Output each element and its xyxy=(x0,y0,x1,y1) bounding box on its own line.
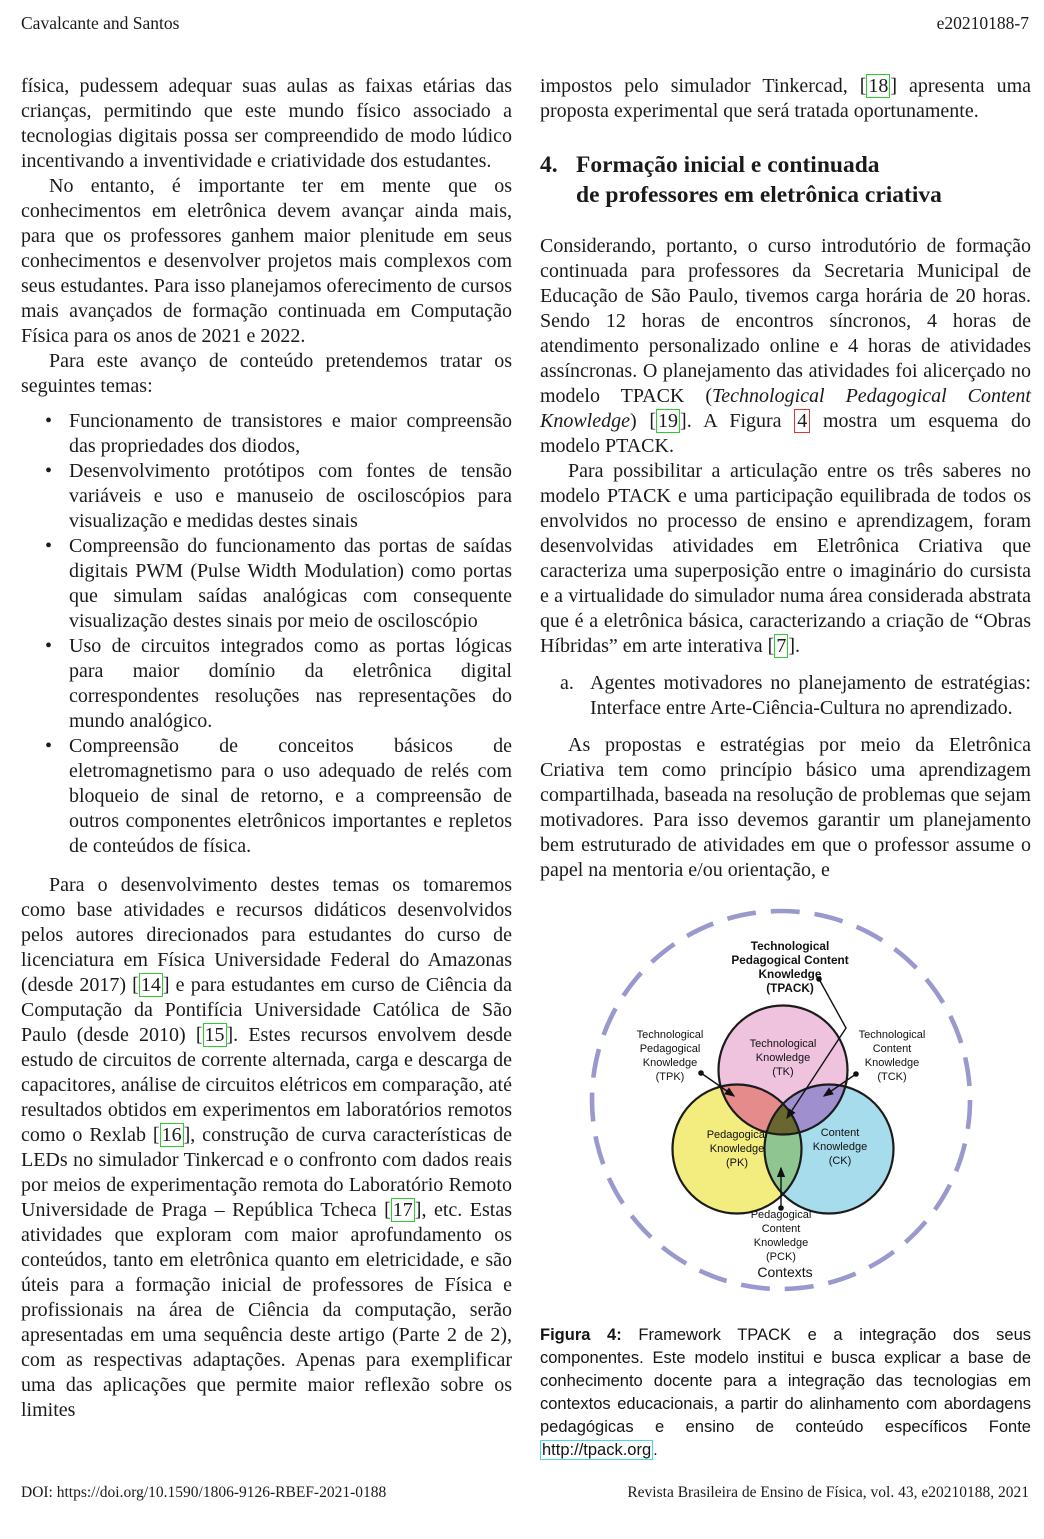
list-item-text: Agentes motivadores no planejamento de estratégias: Interface entre Arte-Ciência-Cultura no aprendizado. xyxy=(590,672,1031,719)
tpack-label-line: Knowledge xyxy=(758,967,822,981)
ck-label-line: Content xyxy=(820,1127,860,1139)
lettered-list-item xyxy=(540,671,1031,721)
tck-label-line: Knowledge xyxy=(864,1057,920,1069)
tpk-label-line: Knowledge xyxy=(642,1057,698,1069)
running-head-authors: Cavalcante and Santos xyxy=(21,13,180,33)
text-run: ], etc. Estas atividades que exploram com maior aprofundamento os conteúdos, tanto em eletrônica quanto em eletricidade, e são úteis para a formação inicial de professores de Física e profissionais na área de Ciência da computação, serão apresentadas em uma sequência deste artigo (Parte 2 de 2), com as respectivas adaptações. Apenas para exemplificar uma das aplicações que permite maior reflexão sobre os limites xyxy=(21,1199,512,1421)
pck-label-line: Knowledge xyxy=(753,1237,809,1249)
pk-label-line: Pedagogical xyxy=(706,1129,768,1141)
text-run: Considerando, portanto, o curso introdutório de formação continuada para professores da Secretaria Municipal de Educação de São Paulo, tivemos carga horária de 20 horas. Sendo 12 horas de encontros síncronos, 4 horas de atendimento personalizado online e 4 horas de atividades assíncronas. O planejamento das atividades foi alicerçado no modelo TPACK ( xyxy=(540,235,1031,407)
ck-label-line: Knowledge xyxy=(812,1141,868,1153)
section-number: 4. xyxy=(540,152,558,178)
footer-doi: DOI: https://doi.org/10.1590/1806-9126-RBEF-2021-0188 xyxy=(21,1484,387,1501)
pk-label-line: (PK) xyxy=(726,1157,748,1169)
tck-label-line: (TCK) xyxy=(877,1071,907,1083)
tpk-label-line: Pedagogical xyxy=(639,1043,701,1055)
text-run: ]. Estes recursos envolvem desde estudo de circuitos de corrente alternada, carga e descarga de capacitores, análise de circuitos elétricos em comparação, até resultados obtidos em experimentos em laboratórios remotos como o Rexlab [ xyxy=(21,1024,513,1146)
pk-label-line: Knowledge xyxy=(709,1143,765,1155)
tpk-label-line: Technological xyxy=(636,1029,704,1041)
tpack-label-line: Technological xyxy=(750,939,830,953)
text-run: ] e para estudantes em curso de Ciência da Computação da Pontifícia Universidade Católica de São Paulo (desde 2010) [ xyxy=(21,974,512,1046)
paragraph xyxy=(540,74,1031,124)
bold-text: Figura 4: xyxy=(540,1326,639,1344)
tck-label-line: Content xyxy=(872,1043,912,1055)
tk-label-line: Technological xyxy=(749,1038,817,1050)
text-run: ) [ xyxy=(630,410,657,432)
text-run: Para possibilitar a articulação entre os três saberes no modelo PTACK e uma participação equilibrada de todos os envolvidos no processo de ensino e aprendizagem, foram desenvolvidas atividades em Eletrônica Criativa que caracteriza uma superposição entre o imaginário do cursista e a virtualidade do simulador numa área considerada abstrata que é a eletrônica básica, caracterizando a criação de “Obras Híbridas” em arte interativa [ xyxy=(540,460,1031,657)
running-head-page-id: e20210188-7 xyxy=(936,13,1029,33)
ck-label-line: (CK) xyxy=(828,1155,852,1167)
external-link[interactable]: http://tpack.org xyxy=(542,1441,652,1459)
paragraph xyxy=(540,234,1031,459)
list-item: • Funcionamento de transistores e maior compreensão das propriedades dos diodos, xyxy=(69,409,512,459)
section-title: Formação inicial e continuada de professores em eletrônica criativa xyxy=(576,152,942,208)
paragraph: Para este avanço de conteúdo pretendemos tratar os seguintes temas: xyxy=(21,350,512,397)
citation-ref[interactable]: 19 xyxy=(658,410,679,432)
citation-ref[interactable]: 18 xyxy=(868,75,889,97)
tpack-label-line: (TPACK) xyxy=(766,981,814,995)
italic-text: Technological Pedagogical Content Knowledge xyxy=(540,385,1031,432)
list-item-label: a. xyxy=(560,672,574,694)
citation-ref[interactable]: 14 xyxy=(140,974,161,996)
venn-diagram-svg xyxy=(587,907,984,1304)
footer-journal: Revista Brasileira de Ensino de Física, vol. 43, e20210188, 2021 xyxy=(627,1484,1029,1501)
list-item: • Compreensão de conceitos básicos de eletromagnetismo para o uso adequado de relés com bloqueio de sinal de retorno, e a compreensão de outros componentes eletrônicos importantes e repletos de conteúdos de física. xyxy=(69,734,512,859)
tpk-anchor-dot xyxy=(698,1070,704,1076)
pck-label-line: Content xyxy=(761,1223,801,1235)
topic-bullet-list xyxy=(21,409,512,859)
figure-caption xyxy=(540,1324,1031,1462)
paragraph xyxy=(540,459,1031,659)
list-item: • Compreensão do funcionamento das portas de saídas digitais PWM (Pulse Width Modulation) como portas que simulam saídas analógicas com consequente visualização destes sinais por meio de osciloscópio xyxy=(69,534,512,634)
text-run: mostra um esquema do modelo PTACK. xyxy=(540,410,1031,457)
text-run: Para o desenvolvimento destes temas os tomaremos como base atividades e recursos didáticos desenvolvidos pelos autores direcionados para estudantes do curso de licenciatura em Física Universidade Federal do Amazonas (desde 2017) [ xyxy=(21,874,512,996)
pck-label-line: Pedagogical xyxy=(750,1209,812,1221)
text-run: ] apresenta uma proposta experimental que será tratada oportunamente. xyxy=(540,75,1031,122)
pck-label-line: (PCK) xyxy=(766,1251,796,1263)
tck-label-line: Technological xyxy=(858,1029,926,1041)
figure-ref[interactable]: 4 xyxy=(794,409,810,433)
tck-anchor-dot xyxy=(853,1071,859,1077)
citation-ref[interactable]: 7 xyxy=(776,635,787,657)
paragraph: física, pudessem adequar suas aulas as faixas etárias das crianças, permitindo que este mundo físico associado a tecnologias digitais possa ser compreendido de modo lúdico incentivando a inventividade e criatividade dos estudantes. xyxy=(21,75,512,172)
tpk-label-line: (TPK) xyxy=(655,1071,685,1083)
paragraph xyxy=(21,873,512,1423)
tpack-label-line: Pedagogical Content xyxy=(731,953,849,967)
citation-ref[interactable]: 16 xyxy=(161,1124,182,1146)
paragraph: No entanto, é importante ter em mente que os conhecimentos em eletrônica devem avançar ainda mais, para que os professores ganhem maior plenitude em seus conhecimentos e desenvolver projetos mais complexos com seus estudantes. Para isso planejamos oferecimento de cursos mais avançados de formação continuada em Computação Física para os anos de 2021 e 2022. xyxy=(21,175,512,347)
left-column xyxy=(21,74,512,1423)
list-item: • Desenvolvimento protótipos com fontes de tensão variáveis e uso e manuseio de osciloscópios para visualização e medidas destes sinais xyxy=(69,459,512,534)
paragraph: As propostas e estratégias por meio da Eletrônica Criativa tem como princípio básico uma aprendizagem compartilhada, baseada na resolução de problemas que sejam motivadores. Para isso devemos garantir um planejamento bem estruturado de atividades em que o professor assume o papel na mentoria e/ou orientação, e xyxy=(540,734,1031,881)
list-item: • Uso de circuitos integrados como as portas lógicas para maior domínio da eletrônica digital correspondentes resoluções nas representações do mundo analógico. xyxy=(69,634,512,734)
citation-ref[interactable]: 15 xyxy=(204,1024,225,1046)
right-column xyxy=(540,74,1031,1462)
text-run: ]. A Figura xyxy=(680,410,795,432)
citation-ref[interactable]: 17 xyxy=(392,1199,413,1221)
text-run: ]. xyxy=(788,635,801,657)
text-run: ], construção de curva características de LEDs no simulador Tinkercad e o confronto com dados reais por meios de experimentação remota do Laboratório Remoto Universidade de Praga – República Tcheca [ xyxy=(21,1124,512,1221)
text-run: . xyxy=(653,1441,658,1459)
text-run: Framework TPACK e a integração dos seus componentes. Este modelo institui e busca explicar a base de conhecimento docente para a integração das tecnologias em contextos educacionais, a partir do alinhamento com abordagens pedagógicas e ensino de conteúdo específicos Fonte xyxy=(540,1326,1031,1436)
contexts-label: Contexts xyxy=(757,1264,813,1280)
tk-label-line: Knowledge xyxy=(755,1052,811,1064)
section-heading xyxy=(540,150,1031,210)
text-run: impostos pelo simulador Tinkercad, [ xyxy=(540,75,867,97)
figure-tpack-venn-diagram xyxy=(587,907,984,1304)
tk-label-line: (TK) xyxy=(772,1066,794,1078)
